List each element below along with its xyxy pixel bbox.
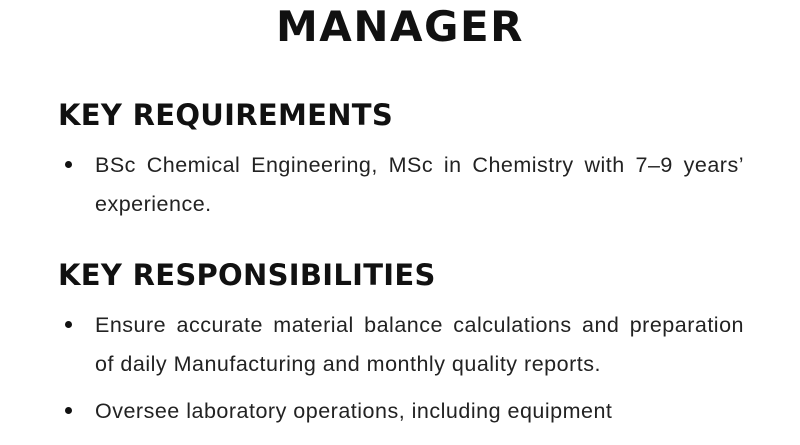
bullet-icon	[65, 321, 72, 328]
list-item-text: BSc Chemical Engineering, MSc in Chemistry with 7–9 years’ experience.	[95, 153, 744, 216]
requirements-list	[58, 146, 744, 232]
responsibilities-list	[58, 306, 744, 439]
page-title: MANAGER	[276, 2, 524, 51]
list-item	[58, 306, 744, 384]
bullet-icon	[65, 161, 72, 168]
list-item	[58, 392, 744, 431]
list-item	[58, 146, 744, 224]
bullet-icon	[65, 407, 72, 414]
list-item-text: Ensure accurate material balance calculations and preparation of daily Manufacturing and monthly quality reports.	[95, 313, 744, 376]
section-heading-key-requirements: KEY REQUIREMENTS	[58, 98, 394, 132]
list-item-text: Oversee laboratory operations, including equipment	[95, 399, 613, 423]
section-heading-key-responsibilities: KEY RESPONSIBILITIES	[58, 258, 436, 292]
